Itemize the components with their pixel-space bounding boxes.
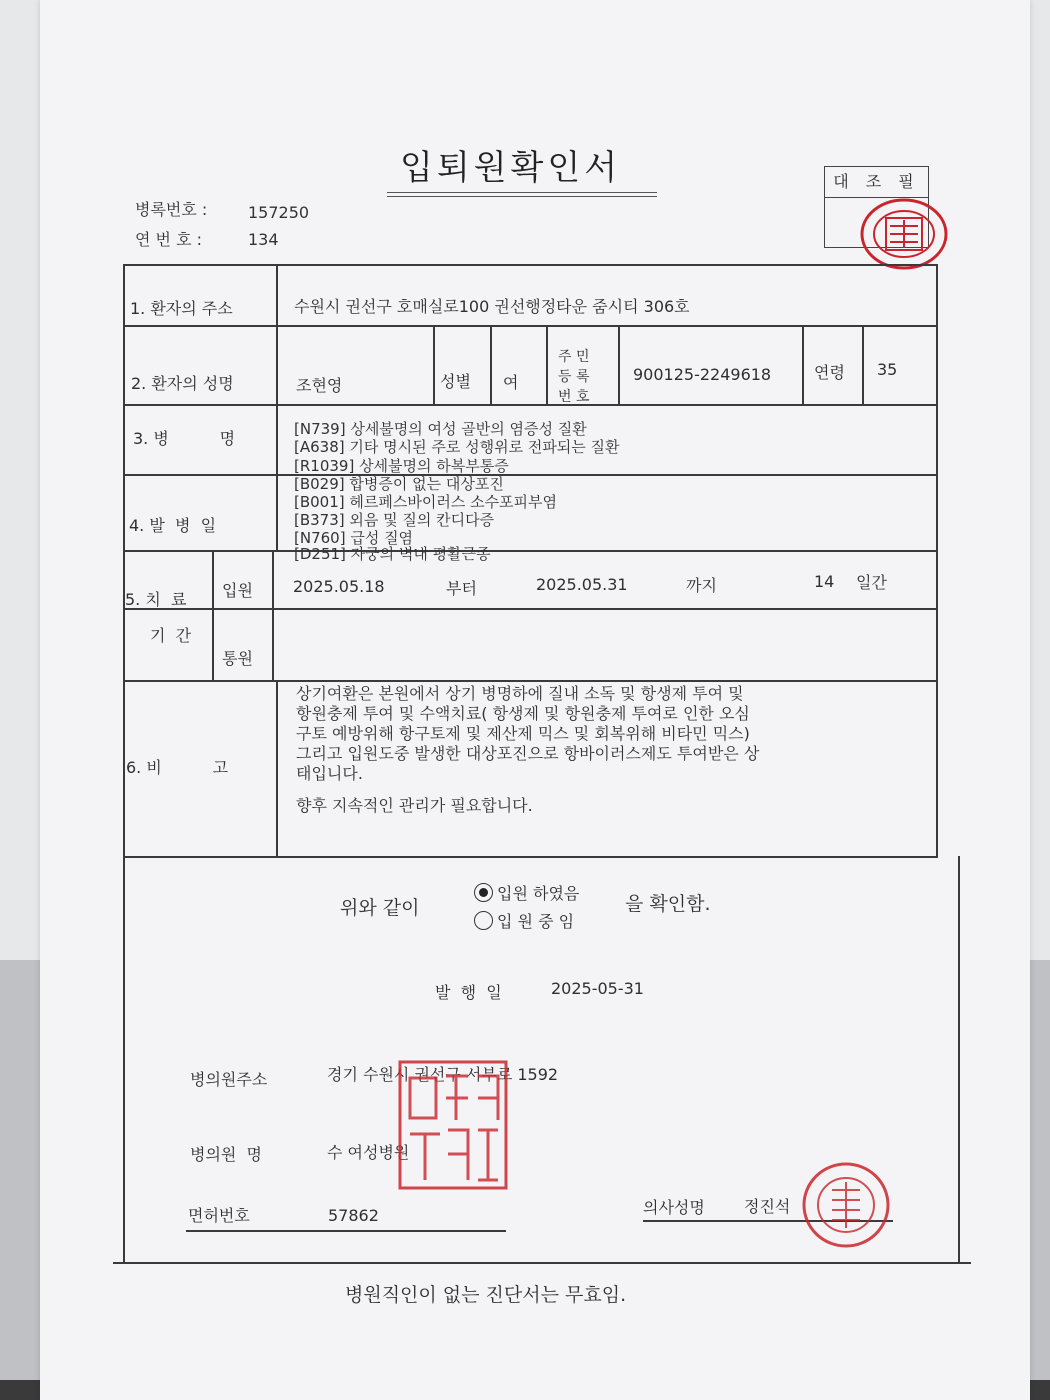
radio-admitted[interactable] bbox=[474, 883, 493, 902]
diagnosis-line: [N739] 상세불명의 여성 골반의 염증성 질환 bbox=[294, 420, 587, 438]
license-underline bbox=[186, 1230, 506, 1232]
footer-note: 병원직인이 없는 진단서는 무효임. bbox=[345, 1284, 627, 1306]
confirm-suffix: 을 확인함. bbox=[625, 893, 711, 915]
diagnosis-line: [N760] 급성 질염 bbox=[294, 529, 414, 547]
title-underline-2 bbox=[387, 196, 657, 197]
treatment-label-2: 기 간 bbox=[150, 626, 192, 645]
outpatient-label: 통원 bbox=[222, 649, 253, 668]
age-label: 연령 bbox=[814, 363, 845, 382]
verify-seal-stamp bbox=[858, 196, 950, 272]
name-label: 2. 환자의 성명 bbox=[131, 374, 234, 393]
serial-label: 연 번 호 : bbox=[135, 230, 203, 249]
table-mid-border bbox=[123, 856, 938, 858]
diagnosis-line: [R1039] 상세불명의 하복부통증 bbox=[294, 457, 509, 475]
from-word: 부터 bbox=[446, 579, 477, 598]
issue-date: 2025-05-31 bbox=[551, 979, 644, 998]
serial-number: 134 bbox=[248, 230, 279, 249]
table-right-border bbox=[936, 264, 938, 858]
discharge-date: 2025.05.31 bbox=[536, 575, 628, 594]
row-sep-treatment-type bbox=[212, 608, 274, 610]
remarks-line: 구토 예방위해 항구토제 및 제산제 믹스 및 회복위해 비타민 믹스) bbox=[296, 724, 750, 743]
admission-date: 2025.05.18 bbox=[293, 577, 385, 596]
sex-label: 성별 bbox=[440, 372, 471, 391]
col-sep-resident bbox=[546, 325, 548, 405]
treatment-days: 14 bbox=[814, 572, 835, 591]
license-label: 면허번호 bbox=[188, 1206, 250, 1225]
resident-label-3: 번 호 bbox=[558, 389, 590, 405]
row-sep-1 bbox=[123, 325, 938, 327]
license-number: 57862 bbox=[328, 1206, 379, 1225]
confirm-prefix: 위와 같이 bbox=[340, 897, 420, 919]
lower-box-bottom bbox=[113, 1262, 971, 1264]
doctor-name: 정진석 bbox=[744, 1197, 791, 1216]
col-sep-label-remarks bbox=[276, 680, 278, 857]
treatment-label: 5. 치 료 bbox=[125, 590, 187, 609]
document-title: 입퇴원확인서 bbox=[400, 148, 622, 188]
col-sep-resident-val bbox=[618, 325, 620, 405]
doctor-label: 의사성명 bbox=[643, 1198, 705, 1217]
row-sep-2 bbox=[123, 404, 938, 406]
disease-label: 3. 병 명 bbox=[133, 429, 236, 448]
diagnosis-line: [B001] 헤르페스바이러스 소수포피부염 bbox=[294, 493, 558, 511]
diagnosis-line: [D251] 자궁의 벽내 평활근종 bbox=[294, 545, 491, 563]
verify-box-label: 대 조 필 bbox=[825, 167, 928, 198]
table-top-border bbox=[123, 264, 938, 266]
lower-box-left bbox=[123, 856, 125, 1262]
hospital-name: 수 여성병원 bbox=[327, 1143, 410, 1162]
patient-age: 35 bbox=[877, 360, 898, 379]
onset-label: 4. 발 병 일 bbox=[129, 516, 217, 535]
resident-label-2: 등 록 bbox=[558, 369, 590, 385]
row-sep-4 bbox=[123, 550, 938, 552]
patient-address: 수원시 권선구 호매실로100 권선행정타운 줌시티 306호 bbox=[294, 297, 690, 316]
hospital-address-label: 병의원주소 bbox=[190, 1070, 268, 1089]
table-left-border bbox=[123, 264, 125, 858]
diagnosis-line: [A638] 기타 명시된 주로 성행위로 전파되는 질환 bbox=[294, 438, 620, 456]
col-sep-treatment-type bbox=[212, 550, 214, 681]
option-current-label: 입 원 중 임 bbox=[497, 912, 575, 931]
option-admitted-label: 입원 하였음 bbox=[497, 884, 580, 903]
doctor-seal-stamp bbox=[800, 1160, 892, 1250]
resident-number: 900125-2249618 bbox=[633, 365, 772, 384]
col-sep-age-val bbox=[862, 325, 864, 405]
remarks-line: 상기여환은 본원에서 상기 병명하에 질내 소독 및 항생제 투여 및 bbox=[296, 684, 744, 703]
address-label: 1. 환자의 주소 bbox=[130, 299, 233, 318]
hospital-name-label: 병의원 명 bbox=[190, 1145, 262, 1164]
col-sep-treatment-values bbox=[272, 550, 274, 681]
registration-label: 병록번호 : bbox=[135, 200, 208, 219]
title-underline bbox=[387, 192, 657, 193]
col-sep-label bbox=[276, 264, 278, 551]
remarks-label: 6. 비 고 bbox=[126, 758, 229, 777]
issue-date-label: 발 행 일 bbox=[435, 983, 502, 1002]
remarks-followup: 향후 지속적인 관리가 필요합니다. bbox=[296, 796, 533, 815]
remarks-line: 항원충제 투여 및 수액치료( 항생제 및 항원충제 투여로 인한 오심 bbox=[296, 704, 750, 723]
row-sep-3 bbox=[123, 474, 938, 476]
resident-label-1: 주 민 bbox=[558, 349, 590, 365]
patient-name: 조현영 bbox=[296, 376, 343, 395]
hospital-address: 경기 수원시 권선구 서부로 1592 bbox=[327, 1065, 559, 1084]
col-sep-age bbox=[802, 325, 804, 405]
col-sep-sex bbox=[433, 325, 435, 405]
days-unit: 일간 bbox=[856, 573, 887, 592]
remarks-line: 태입니다. bbox=[296, 764, 363, 783]
remarks-line: 그리고 입원도중 발생한 대상포진으로 항바이러스제도 투여받은 상 bbox=[296, 744, 760, 763]
radio-selected-dot bbox=[479, 888, 488, 897]
row-sep-6 bbox=[123, 680, 938, 682]
diagnosis-line: [B373] 외음 및 질의 칸디다증 bbox=[294, 511, 495, 529]
patient-sex: 여 bbox=[503, 373, 519, 392]
lower-box-right bbox=[958, 856, 960, 1262]
inpatient-label: 입원 bbox=[222, 581, 253, 600]
diagnosis-line: [B029] 합병증이 없는 대상포진 bbox=[294, 475, 504, 493]
registration-number: 157250 bbox=[248, 203, 310, 222]
to-word: 까지 bbox=[686, 576, 717, 595]
radio-current[interactable] bbox=[474, 911, 493, 930]
col-sep-sex-val bbox=[490, 325, 492, 405]
hospital-seal-stamp bbox=[396, 1058, 510, 1192]
